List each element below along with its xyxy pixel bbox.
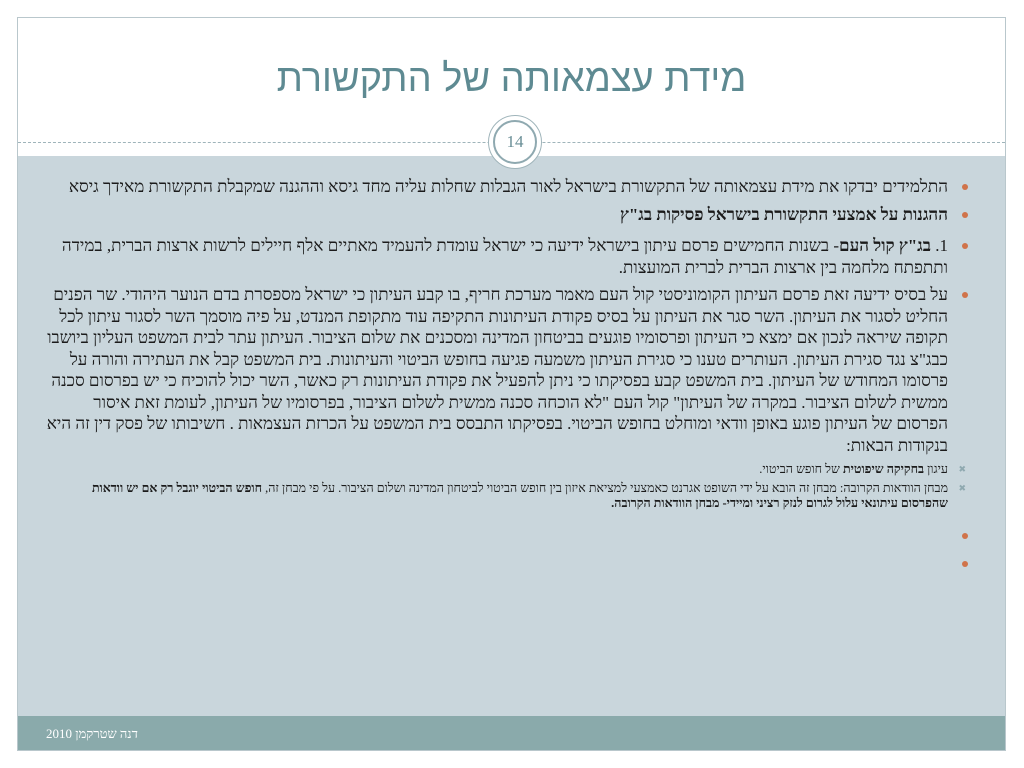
case-text: - בשנות החמישים פרסם עיתון בישראל ידיעה כי ישראל עומדת להעמיד מאתיים אלף חיילים לרשות ארצות הברית, במידה ותתפתח מלחמה בין ארצות הברית לברית המועצות.	[61, 236, 948, 277]
sub-bullet-item	[45, 462, 970, 477]
bullet-dot-icon	[962, 533, 968, 539]
bullet-list	[45, 176, 970, 581]
case-number: 1.	[931, 236, 948, 255]
sub-bullet-prefix: מבחן הוודאות הקרובה: מבחן זה הובא על ידי השופט אגרנט כאמצעי למציאת איזון בין חופש הביטוי לביטחון המדינה ושלום הציבור. על פי מבחן זה,	[261, 481, 948, 495]
bullet-dot-icon	[962, 561, 968, 567]
bullet-dot-icon	[962, 212, 968, 218]
bullet-item-case	[45, 235, 970, 278]
bullet-item-heading	[45, 204, 970, 226]
slide-frame	[17, 17, 1006, 751]
slide-number: 14	[493, 120, 537, 164]
slide-number-badge	[488, 115, 542, 169]
ruling-text: על בסיס ידיעה זאת פרסם העיתון הקומוניסטי קול העם מאמר מערכת חריף, בו קבע העיתון כי ישראל מספסרת בדם הנוער היהודי. שר הפנים החליט לסגור את העיתון. השר סגר את העיתון על בסיס פקודת העיתונות התקיפה עוד מתקופת המנדט, על פיה מוסמך השר לסגור עיתון לכל תקופה שיראה לנכון אם ימצא כי העיתון ופרסומיו פוגעים בביטחון המדינה ומסכנים את שלום הציבור. העיתון עתר לבית המשפט העליון ביושבו כבג"צ נגד סגירת העיתון. העותרים טענו כי סגירת העיתון משמעה פגיעה בחופש הביטוי והעיתונות. בית המשפט קבל את העתירה והורה על פרסומו המחודש של העיתון. בית המשפט קבע בפסיקתו כי ניתן להפעיל את פקודת העיתונות רק כאשר, השר יכול להוכיח כי יש בפרסום סכנה ממשית לשלום הציבור. במקרה של העיתון" קול העם "לא הוכחה סכנה ממשית לשלום הציבור, בפרסומיו של העיתון, לעומת זאת איסור הפרסום של העיתון פוגע באופן וודאי ומוחלט בחופש הביטוי. בפסיקתו התבסס בית המשפט על הכרזת העצמאות . חשיבותו של פסק דין זה היא בנקודות הבאות:	[46, 285, 948, 455]
bullet-text: התלמידים יבדקו את מידת עצמאותה של התקשורת בישראל לאור הגבלות שחלות עליה מחד גיסא וההגנה שמקבלת התקשורת מאידך גיסא	[68, 177, 948, 196]
empty-bullet-item	[45, 553, 970, 575]
bullet-dot-icon	[962, 292, 968, 298]
bullet-item-intro	[45, 176, 970, 198]
bullet-dot-icon	[962, 243, 968, 249]
empty-bullet-item	[45, 525, 970, 547]
bullet-heading-text: ההגנות על אמצעי התקשורת בישראל פסיקות בג"ץ	[619, 204, 948, 224]
x-marker-icon: ✖	[958, 465, 966, 475]
x-marker-icon: ✖	[958, 484, 966, 494]
footer-author: דנה שטרקמן 2010	[46, 726, 138, 741]
sub-bullet-prefix: עיגון	[924, 462, 948, 476]
footer-bar	[18, 716, 1005, 751]
sub-bullet-suffix: של חופש הביטוי.	[759, 462, 844, 476]
sub-bullet-bold: חופש הביטוי יוגבל רק אם יש וודאות שהפרסום עיתונאי עלול לגרום לנזק רציני ומיידי- מבחן הוודאות הקרובה.	[91, 481, 948, 510]
case-name: בג"ץ קול העם	[838, 236, 931, 255]
slide-title: מידת עצמאותה של התקשורת	[276, 58, 747, 100]
sub-bullet-bold: בחקיקה שיפוטית	[843, 462, 924, 476]
sub-bullet-item	[45, 481, 970, 511]
bullet-item-ruling	[45, 284, 970, 456]
bullet-dot-icon	[962, 184, 968, 190]
